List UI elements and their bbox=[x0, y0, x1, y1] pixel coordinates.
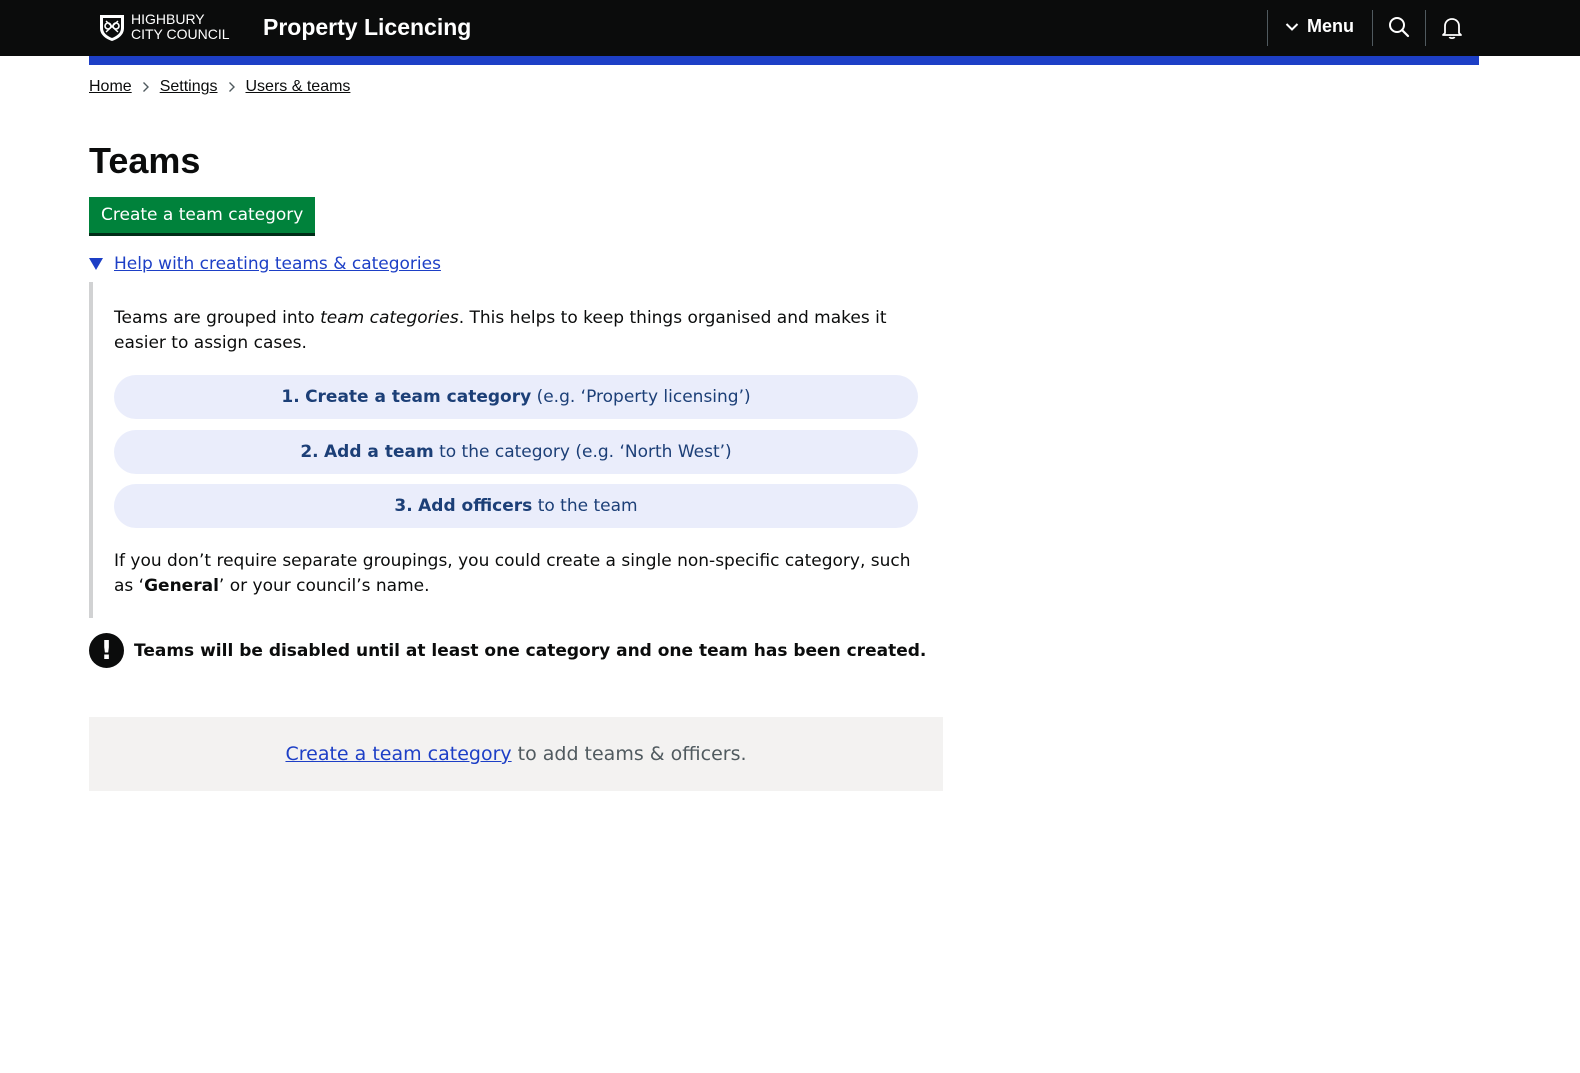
header-divider bbox=[1267, 10, 1268, 46]
step-number: 1. bbox=[281, 387, 300, 407]
header-accent-bar bbox=[89, 56, 1479, 65]
search-icon[interactable] bbox=[1388, 16, 1410, 38]
help-intro bbox=[114, 306, 914, 356]
page-title: Teams bbox=[89, 140, 201, 181]
breadcrumb-settings[interactable]: Settings bbox=[159, 78, 218, 95]
step-action: Create a team category bbox=[305, 387, 532, 407]
logo-text bbox=[131, 12, 230, 42]
empty-state-panel bbox=[89, 717, 943, 791]
help-intro-text: Teams are grouped into bbox=[114, 308, 321, 328]
help-outro-text-end: ’ or your council’s name. bbox=[218, 576, 430, 596]
step-action: Add officers bbox=[418, 496, 533, 516]
bell-icon[interactable] bbox=[1441, 16, 1463, 40]
warning-icon: ! bbox=[89, 633, 124, 668]
help-outro-text: If you don’t require separate groupings, you could create a single non-specific category, such as ‘ bbox=[114, 551, 911, 596]
help-step bbox=[114, 430, 918, 474]
council-logo[interactable] bbox=[97, 12, 230, 42]
empty-state-text: to add teams & officers. bbox=[517, 743, 747, 765]
menu-label: Menu bbox=[1307, 16, 1354, 36]
header-divider bbox=[1372, 10, 1373, 46]
help-step bbox=[114, 375, 918, 419]
breadcrumb-users-teams[interactable]: Users & teams bbox=[245, 78, 351, 95]
service-name[interactable]: Property Licencing bbox=[263, 14, 472, 40]
crest-icon bbox=[97, 12, 127, 42]
help-outro bbox=[114, 549, 914, 599]
step-detail: (e.g. ‘Property licensing’) bbox=[531, 387, 751, 407]
step-number: 3. bbox=[394, 496, 413, 516]
create-team-category-link[interactable]: Create a team category bbox=[285, 743, 512, 765]
step-detail: to the category (e.g. ‘North West’) bbox=[433, 442, 732, 462]
help-intro-emphasis: team categories bbox=[320, 308, 459, 328]
header-divider bbox=[1425, 10, 1426, 46]
warning-message: Teams will be disabled until at least one category and one team has been created. bbox=[134, 640, 927, 661]
step-detail: to the team bbox=[532, 496, 638, 516]
menu-button[interactable] bbox=[1285, 16, 1354, 37]
chevron-down-icon bbox=[1285, 22, 1299, 32]
triangle-down-icon bbox=[89, 258, 103, 270]
breadcrumb bbox=[89, 78, 350, 96]
step-action: Add a team bbox=[324, 442, 434, 462]
warning-text-block bbox=[89, 633, 926, 668]
logo-line-2: CITY COUNCIL bbox=[131, 26, 230, 42]
logo-line-1: HIGHBURY bbox=[131, 11, 205, 27]
help-outro-bold: General bbox=[144, 576, 219, 596]
create-team-category-button[interactable]: Create a team category bbox=[89, 197, 315, 233]
help-summary-link[interactable]: Help with creating teams & categories bbox=[114, 254, 441, 274]
help-details-content bbox=[89, 282, 922, 618]
help-step bbox=[114, 484, 918, 528]
help-intro-text-end: . This helps to keep things organised and makes it easier to assign cases. bbox=[114, 308, 887, 353]
help-details-toggle[interactable] bbox=[89, 254, 441, 274]
breadcrumb-home[interactable]: Home bbox=[89, 78, 132, 95]
chevron-right-icon bbox=[142, 81, 150, 93]
site-header bbox=[0, 0, 1580, 56]
chevron-right-icon bbox=[228, 81, 236, 93]
step-number: 2. bbox=[300, 442, 319, 462]
